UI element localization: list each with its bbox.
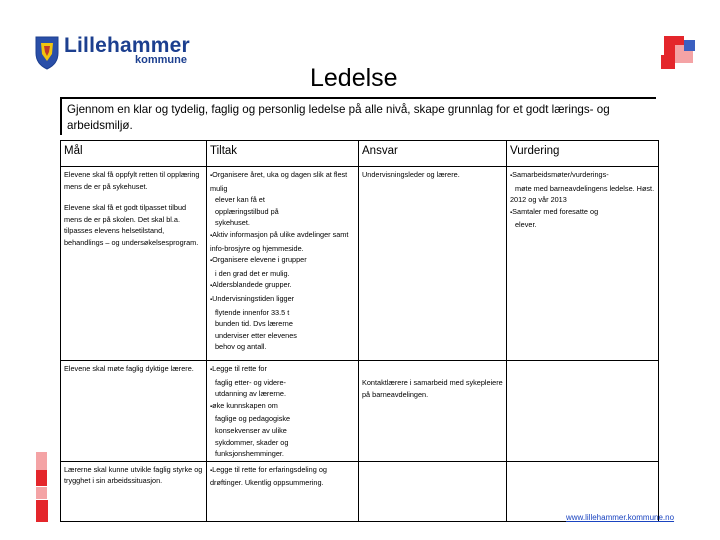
vurdering-bullet: ▪ Samarbeidsmøter/vurderings- møte med barneavdelingens ledelse. Høst. 2012 og vår 2013 — [510, 169, 655, 206]
page-title: Ledelse — [310, 64, 398, 92]
table-header-row — [61, 141, 659, 167]
tiltak-bullet: ▪ Legge til rette for faglig etter- og videre- utdanning av lærerne. — [210, 363, 355, 400]
ansvar-cell — [359, 461, 507, 521]
tiltak-bullet: ▪ Aktiv informasjon på ulike avdelinger samt info-brosjyre og hjemmeside. — [210, 229, 355, 254]
coat-of-arms-icon — [34, 34, 60, 70]
tiltak-bullet: ▪ Undervisningstiden ligger flytende innenfor 33.5 t bunden tid. Dvs lærerne underviser etter elevenes behov og antall. — [210, 293, 355, 353]
tiltak-bullet: ▪ Legge til rette for erfaringsdeling og drøftinger. Ukentlig oppsummering. — [210, 464, 355, 489]
logo-subtitle: kommune — [135, 54, 187, 66]
tiltak-bullet: ▪ Organisere året, uka og dagen slik at flest mulig elever kan få et opplæringstilbud på sykehuset. — [210, 169, 355, 229]
maal-text: Elevene skal få oppfylt retten til opplæring mens de er på sykehuset. — [64, 170, 200, 191]
tiltak-cell — [207, 361, 359, 462]
tiltak-bullet: ▪ Aldersblandede grupper. — [210, 279, 355, 293]
header-ansvar: Ansvar — [359, 141, 507, 167]
tiltak-cell — [207, 167, 359, 361]
maal-text: Elevene skal møte faglig dyktige lærere. — [64, 364, 194, 373]
ansvar-text: Kontaktlærere i samarbeid med sykepleiere på barneavdelingen. — [362, 378, 503, 399]
ansvar-text: Undervisningsleder og lærere. — [362, 170, 460, 179]
vurdering-bullet: ▪ Samtaler med foresatte og elever. — [510, 206, 655, 231]
maal-cell — [61, 361, 207, 462]
maal-cell — [61, 167, 207, 361]
tiltak-cell — [207, 461, 359, 521]
maal-text: Lærerne skal kunne utvikle faglig styrke og trygghet i sin arbeidssituasjon. — [64, 464, 203, 486]
header-maal: Mål — [61, 141, 207, 167]
maal-cell — [61, 461, 207, 521]
tiltak-bullet: ▪ Organisere elevene i grupper i den grad det er mulig. — [210, 254, 355, 279]
logo-name: Lillehammer — [64, 34, 190, 57]
website-link[interactable]: www.lillehammer.kommune.no — [566, 513, 675, 522]
intro-text: Gjennom en klar og tydelig, faglig og personlig ledelse på alle nivå, skape grunnlag for et godt lærings- og arbeidsmiljø. — [60, 97, 656, 135]
header-tiltak: Tiltak — [207, 141, 359, 167]
header-vurdering: Vurdering — [507, 141, 659, 167]
maal-text: Elevene skal få et godt tilpasset tilbud mens de er på skolen. Det skal bl.a. tilpasses elevens helsetilstand, behandlings – og undersøkelsesprogram. — [64, 203, 199, 247]
plan-table — [60, 140, 659, 522]
tiltak-bullet: ▪ øke kunnskapen om faglige og pedagogiske konsekvenser av ulike sykdommer, skader og funksjonshemminger. — [210, 400, 355, 460]
ansvar-cell — [359, 361, 507, 462]
vurdering-cell — [507, 167, 659, 361]
table-row — [61, 361, 659, 462]
municipality-logo — [34, 34, 209, 74]
table-row — [61, 167, 659, 361]
ansvar-cell — [359, 167, 507, 361]
vurdering-cell — [507, 361, 659, 462]
